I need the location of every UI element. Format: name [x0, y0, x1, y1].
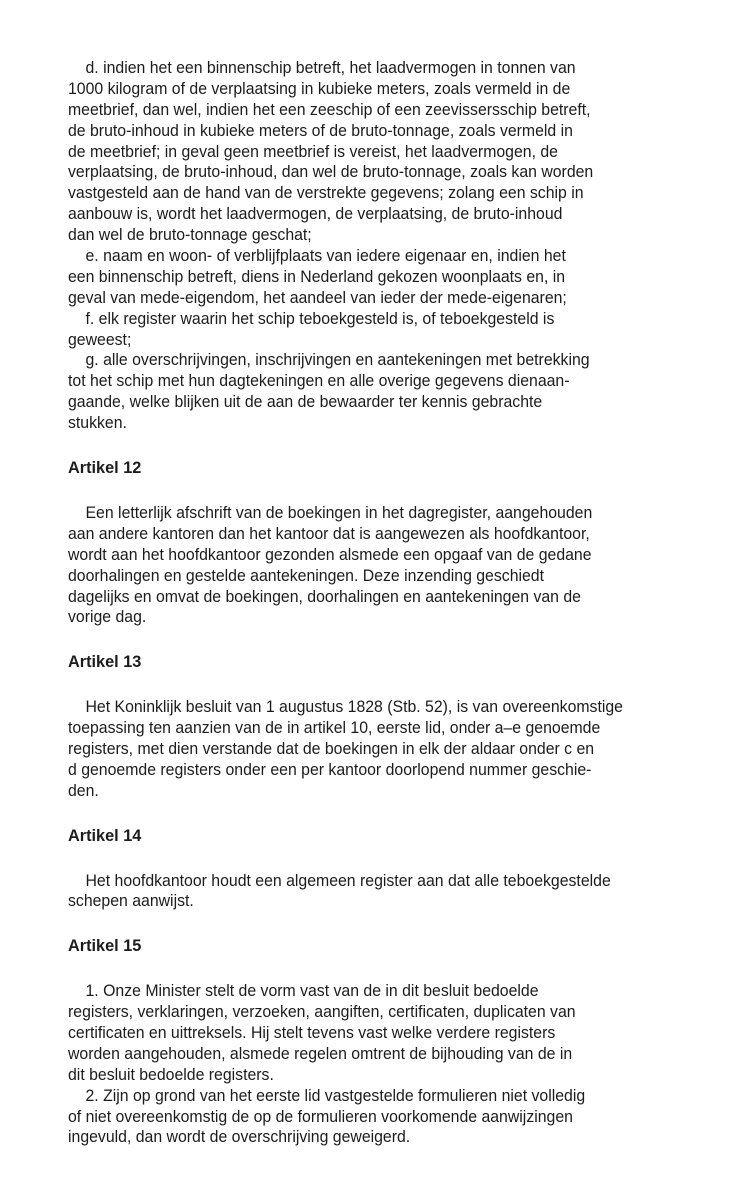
article-paragraph	[68, 981, 708, 1085]
text-line: wordt aan het hoofdkantoor gezonden alsmede een opgaaf van de gedane	[68, 545, 592, 564]
text-line: den.	[68, 781, 99, 800]
text-line: registers, met dien verstande dat de boekingen in elk der aldaar onder c en	[68, 739, 595, 758]
text-line: de meetbrief; in geval geen meetbrief is vereist, het laadvermogen, de	[68, 142, 558, 161]
text-line: certificaten en uittreksels. Hij stelt tevens vast welke verdere registers	[68, 1024, 556, 1043]
document-page	[68, 58, 708, 1148]
list-item-f	[68, 309, 708, 351]
list-item-d	[68, 58, 708, 246]
text-line: verplaatsing, de bruto-inhoud, dan wel de bruto-tonnage, zoals kan worden	[68, 163, 594, 182]
article-paragraph	[68, 871, 708, 913]
text-line: g. alle overschrijvingen, inschrijvingen en aantekeningen met betrekking	[85, 351, 590, 370]
article-12	[68, 458, 708, 628]
article-paragraph	[68, 503, 708, 628]
text-line: worden aangehouden, alsmede regelen omtrent de bijhouding van de in	[68, 1044, 573, 1063]
article-13	[68, 652, 708, 801]
text-line: dit besluit bedoelde registers.	[68, 1065, 274, 1084]
text-line: een binnenschip betreft, diens in Nederland gekozen woonplaats en, in	[68, 267, 566, 286]
text-line: de bruto-inhoud in kubieke meters of de bruto-tonnage, zoals vermeld in	[68, 121, 573, 140]
text-line: dan wel de bruto-tonnage geschat;	[68, 226, 312, 245]
text-line: f. elk register waarin het schip teboekgesteld is, of teboekgesteld is	[85, 309, 555, 328]
text-line: aan andere kantoren dan het kantoor dat is aangewezen als hoofdkantoor,	[68, 524, 590, 543]
article-paragraph	[68, 697, 708, 801]
text-line: stukken.	[68, 414, 127, 433]
article-heading: Artikel 15	[68, 937, 142, 956]
text-line: vastgesteld aan de hand van de verstrekte gegevens; zolang een schip in	[68, 184, 584, 203]
text-line: aanbouw is, wordt het laadvermogen, de verplaatsing, de bruto-inhoud	[68, 205, 563, 224]
text-line: 1000 kilogram of de verplaatsing in kubieke meters, zoals vermeld in de	[68, 79, 571, 98]
text-line: geval van mede-eigendom, het aandeel van ieder der mede-eigenaren;	[68, 288, 567, 307]
list-item-e	[68, 246, 708, 309]
article-heading: Artikel 12	[68, 459, 142, 478]
text-line: vorige dag.	[68, 608, 147, 627]
article-heading: Artikel 14	[68, 826, 142, 845]
text-line: d genoemde registers onder een per kantoor doorlopend nummer geschie-	[68, 760, 592, 779]
text-line: d. indien het een binnenschip betreft, het laadvermogen in tonnen van	[85, 59, 576, 77]
article-paragraph	[68, 1086, 708, 1149]
text-line: Het Koninklijk besluit van 1 augustus 1828 (Stb. 52), is van overeenkomstige	[85, 698, 623, 717]
text-line: of niet overeenkomstig de op de formulieren voorkomende aanwijzingen	[68, 1107, 573, 1126]
text-line: tot het schip met hun dagtekeningen en alle overige gegevens dienaan-	[68, 372, 570, 391]
text-line: e. naam en woon- of verblijfplaats van iedere eigenaar en, indien het	[85, 247, 566, 266]
text-line: toepassing ten aanzien van de in artikel 10, eerste lid, onder a–e genoemde	[68, 719, 601, 738]
list-item-g	[68, 350, 708, 434]
text-line: ingevuld, dan wordt de overschrijving geweigerd.	[68, 1128, 411, 1147]
text-line: Een letterlijk afschrift van de boekingen in het dagregister, aangehouden	[85, 503, 593, 522]
text-line: dagelijks en omvat de boekingen, doorhalingen en aantekeningen van de	[68, 587, 581, 606]
text-line: registers, verklaringen, verzoeken, aangiften, certificaten, duplicaten van	[68, 1003, 576, 1022]
text-line: gaande, welke blijken uit de aan de bewaarder ter kennis gebrachte	[68, 393, 543, 412]
article-14	[68, 826, 708, 913]
article-15	[68, 936, 708, 1148]
text-line: doorhalingen en gestelde aantekeningen. Deze inzending geschiedt	[68, 566, 545, 585]
article-heading: Artikel 13	[68, 653, 142, 672]
text-line: schepen aanwijst.	[68, 892, 194, 911]
text-line: meetbrief, dan wel, indien het een zeeschip of een zeevissersschip betreft,	[68, 100, 591, 119]
text-line: Het hoofdkantoor houdt een algemeen register aan dat alle teboekgestelde	[85, 871, 611, 890]
text-line: 1. Onze Minister stelt de vorm vast van de in dit besluit bedoelde	[85, 982, 539, 1001]
text-line: 2. Zijn op grond van het eerste lid vastgestelde formulieren niet volledig	[85, 1086, 586, 1105]
text-line: geweest;	[68, 330, 132, 349]
